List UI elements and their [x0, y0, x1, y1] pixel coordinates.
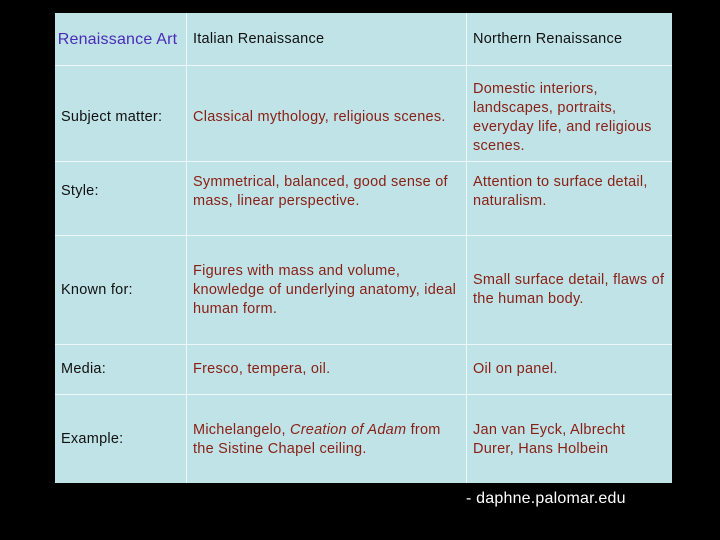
row-label-text: Media:: [61, 361, 107, 377]
cell-italian-known-for: [193, 236, 469, 344]
row-label-text: Example:: [61, 430, 124, 447]
cell-italian-media: [193, 345, 469, 394]
cell-text: Jan van Eyck, Albrecht Durer, Hans Holbein: [473, 422, 626, 457]
column-header-italian: [193, 13, 469, 65]
comparison-table: [55, 13, 672, 483]
column-header-northern-text: Northern Renaissance: [473, 30, 623, 47]
cell-northern-style: [473, 162, 672, 221]
row-label-text: Known for:: [61, 281, 133, 298]
corner-header: [55, 13, 186, 65]
row-label-subject-matter: [61, 66, 186, 169]
column-header-northern: [473, 13, 672, 65]
artwork-title: Creation of Adam: [290, 422, 407, 438]
row-label-known-for: [61, 236, 186, 344]
cell-text: Figures with mass and volume, knowledge of underlying anatomy, ideal human form.: [193, 262, 457, 317]
cell-northern-example: [473, 395, 672, 483]
cell-text: Fresco, tempera, oil.: [193, 361, 331, 377]
row-label-text: Style:: [61, 183, 99, 199]
artwork-location: from the Sistine Chapel ceiling.: [193, 422, 441, 457]
cell-northern-known-for: [473, 236, 672, 344]
cell-text: Domestic interiors, landscapes, portraits, everyday life, and religious scenes.: [473, 80, 652, 154]
cell-italian-subject-matter: [193, 66, 469, 169]
cell-text: Classical mythology, religious scenes.: [193, 109, 446, 125]
column-divider: [186, 13, 187, 483]
cell-text: Attention to surface detail, naturalism.: [473, 173, 648, 209]
cell-text: Symmetrical, balanced, good sense of mass, linear perspective.: [193, 173, 448, 209]
column-header-italian-text: Italian Renaissance: [193, 30, 325, 47]
cell-italian-example: [193, 395, 469, 483]
row-label-style: [61, 162, 186, 221]
cell-northern-media: [473, 345, 672, 394]
row-label-example: [61, 395, 186, 483]
artist-name: Michelangelo,: [193, 422, 290, 438]
row-label-media: [61, 345, 186, 394]
corner-header-text: Renaissance Art: [57, 30, 178, 48]
cell-text: Oil on panel.: [473, 361, 558, 377]
cell-northern-subject-matter: [473, 66, 672, 169]
cell-text: Small surface detail, flaws of the human body.: [473, 272, 665, 307]
source-credit: - daphne.palomar.edu: [466, 490, 626, 507]
cell-text: [193, 421, 463, 459]
row-label-text: Subject matter:: [61, 109, 163, 125]
cell-italian-style: [193, 162, 469, 221]
